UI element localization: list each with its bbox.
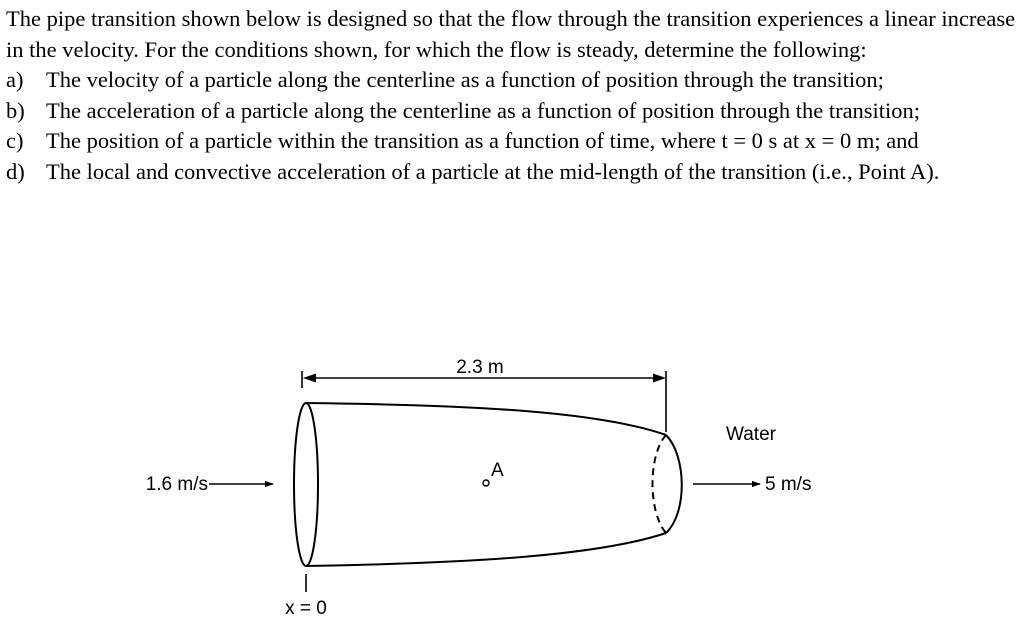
part-d-letter: d) [6,158,25,184]
problem-intro: The pipe transition shown below is designed so that the flow through the transition experiences a linear increase in the velocity. For the conditions shown, for which the flow is steady, determine the following: [6,6,1016,62]
part-b-letter: b) [6,97,25,123]
part-a-text: The velocity of a particle along the centerline as a function of position through the transition; [46,67,884,92]
pipe-outlet-hidden-edge [653,435,667,533]
outlet-velocity-label: 5 m/s [765,474,812,495]
origin-label: x = 0 [285,598,327,619]
part-b-text: The acceleration of a particle along the centerline as a function of position through the transition; [46,97,921,123]
inlet-velocity-label: 1.6 m/s [145,474,208,495]
pipe-inlet-section [294,403,318,566]
length-label: 2.3 m [456,357,504,378]
point-a-label: A [491,460,504,481]
part-a-letter: a) [6,67,24,92]
part-c-letter: c) [6,128,24,153]
fluid-label: Water [726,424,776,445]
dimension-arrow-right [653,374,666,383]
pipe-bottom-wall [306,533,666,566]
part-d-text: The local and convective acceleration of a particle at the mid-length of the transition (i.e., Point A). [46,158,940,184]
part-c-text: The position of a particle within the transition as a function of time, where t = 0 s at x = 0 m; and [46,128,919,153]
pipe-outlet-front-edge [666,435,682,533]
pipe-top-wall [306,403,666,435]
point-a-marker [483,480,489,486]
dimension-arrow-left [303,374,316,383]
